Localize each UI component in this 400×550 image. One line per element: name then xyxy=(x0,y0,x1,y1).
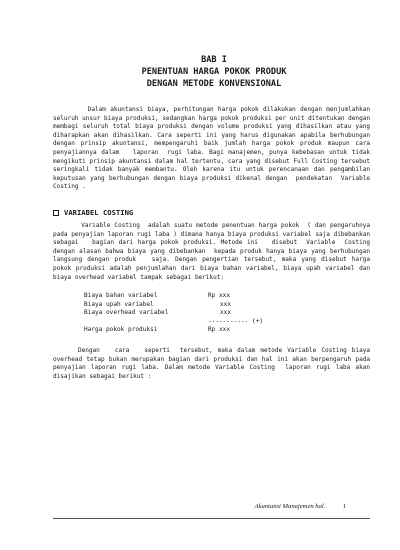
footer-divider xyxy=(53,518,370,519)
closing-paragraph: Dengan cara seperti tersebut, maka dalam metode Variable Costing biaya overhead tetap bukan merupakan bagian dari produksi dan hal ini akan berpengaruh pada penyajian laporan rugi laba. Dalam metode Variable Costing laporan rugi laba akan disajikan sebagai berikut : xyxy=(53,347,374,380)
footer-text: Akuntansi Manajemen hal. xyxy=(254,503,326,510)
calc-label: Biaya overhead variabel xyxy=(84,309,169,316)
calc-label: Biaya upah variabel xyxy=(84,300,154,308)
section-title: VARIABEL COSTING xyxy=(64,208,134,217)
square-bullet-icon xyxy=(53,210,59,216)
chapter-subtitle: DENGAN METODE KONVENSIONAL xyxy=(146,79,282,89)
variable-costing-paragraph: Variable Costing adalah suatu metode penentuan harga pokok ( dan pengaruhnya pada penyajian laporan rugi laba ) dimana hanya biaya produksi variabel saja dibebankan sebagai bagian dari harga pokok produksi. Metode ini disebut Variable Costing dengan alasan bahwa biaya yang dibebankan kepada produk hanya biaya yang berhubungan langsung dengan produk saja. Dengan pengertian tersebut, maka yang disebut harga pokok produksi adalah penjumlahan dari biaya bahan variabel, biaya upah variabel dan biaya overhead variabel tampak sebagai berikut: xyxy=(53,222,385,281)
calc-value: xxx xyxy=(220,309,232,316)
section-heading xyxy=(53,208,133,217)
chapter-number: BAB I xyxy=(201,55,227,65)
page-footer xyxy=(255,503,346,510)
calc-label: Biaya bahan variabel xyxy=(84,292,158,299)
chapter-title: PENENTUAN HARGA POKOK PRODUK xyxy=(141,67,287,77)
calc-total-value: Rp xxx xyxy=(208,326,231,333)
intro-paragraph: Dalam akuntansi biaya, perhitungan harga pokok dilakukan dengan menjumlahkan seluruh unsur biaya produksi, sedangkan harga pokok produksi per unit ditentukan dengan membagi seluruh total biaya produksi dengan volume produksi yang dihasilkan atau yang diharapkan akan dihasilkan. Cara seperti ini yang harus digunakan apabila berhubungan dengan prinsip akuntansi, mempengaruhi baik jumlah harga pokok produk maupun cara penyajiannya dalam laporan rugi laba. Bagi manajemen, punya kebebasan untuk tidak mengikuti prinsip akuntansi dalam hal tertentu, cara yang disebut Full Costing tersebut seringkali tidak banyak membantu. Oleh karena itu untuk perencanaan dan pengambilan keputusan yang berhubungan dengan biaya produksi dikenal dengan pendekatan Variable Costing . xyxy=(53,106,374,191)
calc-value: xxx xyxy=(220,300,232,308)
calc-total-label: Harga pokok produksi xyxy=(84,326,158,333)
calc-value: Rp xxx xyxy=(208,292,231,299)
page-number: 1 xyxy=(342,503,346,510)
calc-separator: ----------- (+) xyxy=(208,317,264,325)
